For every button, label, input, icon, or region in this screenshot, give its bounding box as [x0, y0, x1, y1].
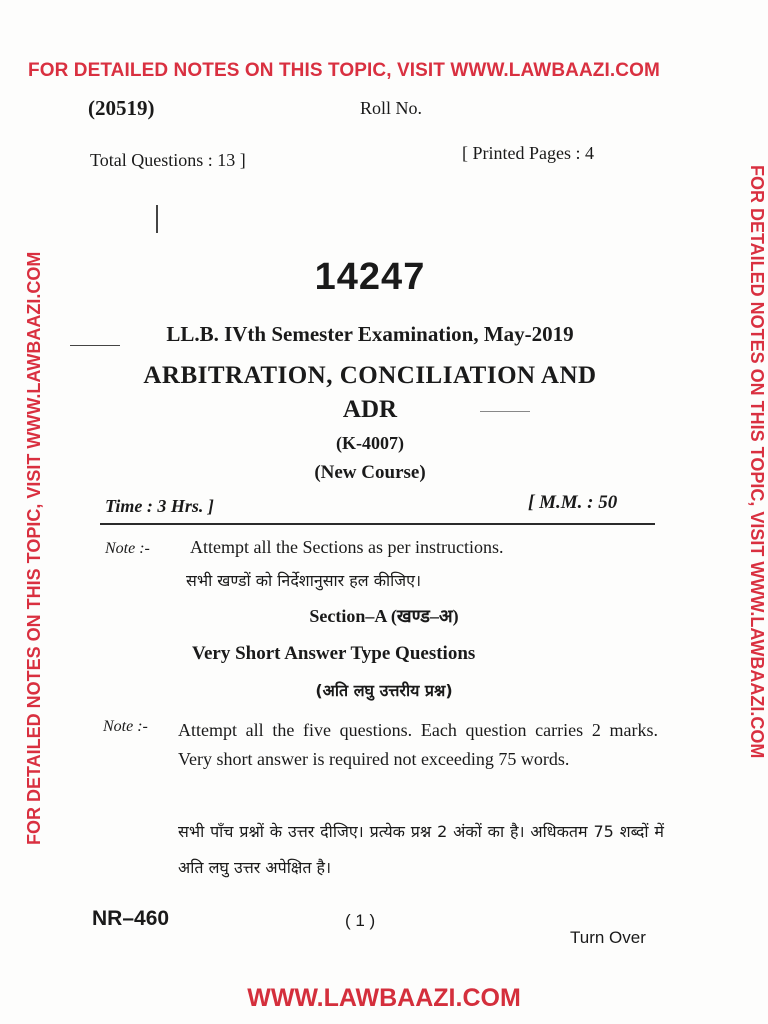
- subject-title-line2: ADR: [342, 396, 398, 423]
- note-label: Note :-: [103, 718, 148, 735]
- exam-title: LL.B. IVth Semester Examination, May-2019: [166, 322, 574, 346]
- watermark-left: FOR DETAILED NOTES ON THIS TOPIC, VISIT WWW.LAWBAAZI.COM: [24, 251, 44, 845]
- paper-number: 14247: [314, 256, 426, 298]
- time-allowed: Time : 3 Hrs. ]: [105, 496, 214, 516]
- turn-over-label: Turn Over: [570, 928, 646, 947]
- total-questions: Total Questions : 13 ]: [90, 150, 246, 170]
- maximum-marks: [ M.M. : 50: [528, 492, 618, 513]
- note-label: Note :-: [105, 540, 150, 557]
- section-a-subheading-hindi: (अति लघु उत्तरीय प्रश्न): [315, 681, 453, 700]
- paper-code: (20519): [88, 96, 155, 120]
- printed-pages: [ Printed Pages : 4: [462, 143, 594, 163]
- scan-mark: [156, 205, 158, 233]
- general-instruction: Attempt all the Sections as per instructions.: [190, 537, 504, 557]
- watermark-right: FOR DETAILED NOTES ON THIS TOPIC, VISIT WWW.LAWBAAZI.COM: [747, 165, 767, 759]
- watermark-top: FOR DETAILED NOTES ON THIS TOPIC, VISIT WWW.LAWBAAZI.COM: [28, 60, 660, 81]
- roll-number-label: Roll No.: [360, 98, 423, 118]
- page-number: ( 1 ): [345, 911, 376, 930]
- subject-title-line1: ARBITRATION, CONCILIATION AND: [143, 362, 597, 389]
- general-instruction-hindi: सभी खण्डों को निर्देशानुसार हल कीजिए।: [186, 571, 422, 590]
- footer-paper-code: NR–460: [92, 907, 170, 930]
- section-a-subheading: Very Short Answer Type Questions: [192, 643, 476, 664]
- section-a-instruction: Attempt all the five questions. Each question carries 2 marks. Very short answer is required not exceeding 75 words.: [178, 720, 658, 769]
- course-type: (New Course): [314, 462, 426, 483]
- section-a-heading: Section–A (खण्ड–अ): [309, 606, 459, 626]
- divider: [100, 523, 655, 525]
- section-a-instruction-hindi: सभी पाँच प्रश्नों के उत्तर दीजिए। प्रत्येक प्रश्न 2 अंकों का है। अधिकतम 75 शब्दों में अति लघु उत्तर अपेक्षित है।: [178, 822, 664, 877]
- subject-code: (K-4007): [336, 433, 404, 453]
- watermark-bottom: WWW.LAWBAAZI.COM: [247, 984, 521, 1012]
